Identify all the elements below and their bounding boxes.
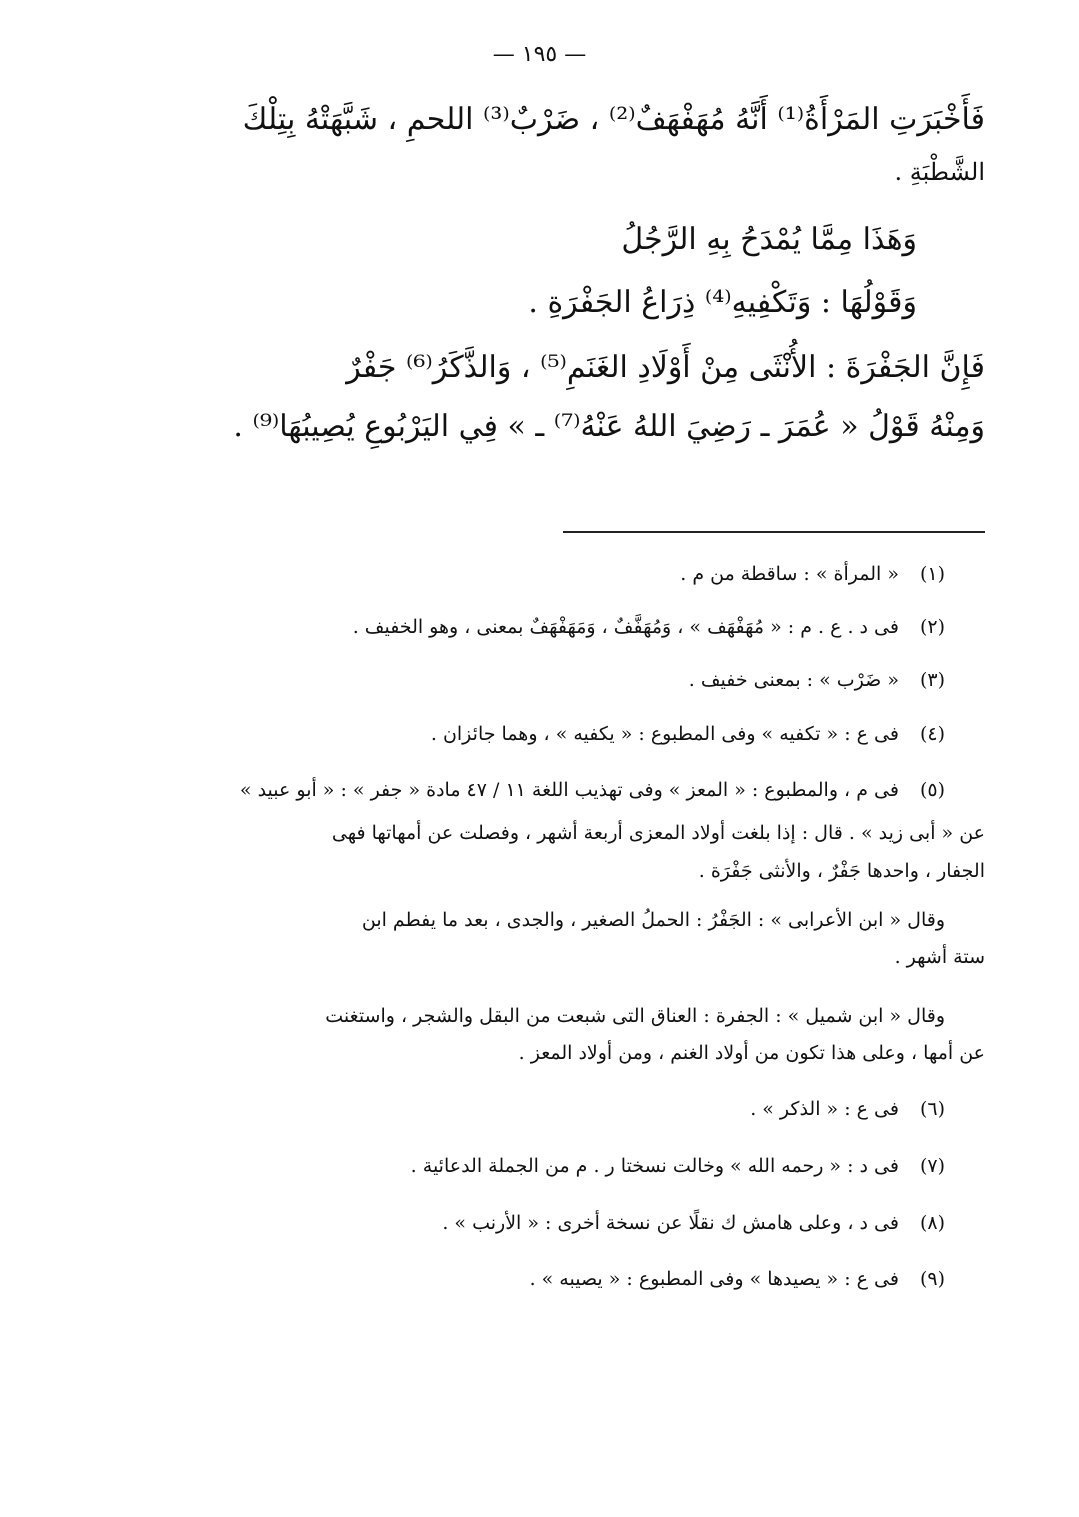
- footnote-5-para-2-line-2: ستة أشهر .: [894, 946, 985, 968]
- footnote-number: (٥): [919, 779, 945, 801]
- footnote-text: « ضَرْب » : بمعنى خفيف .: [688, 669, 899, 691]
- footnote-5-line-3: الجفار ، واحدها جَفْرٌ ، والأنثى جَفْرَة .: [698, 860, 985, 882]
- footnote-text: فى ع : « الذكر » .: [750, 1098, 899, 1120]
- footnote-number: (٦): [919, 1098, 945, 1120]
- main-line-2: الشَّطْبَةِ .: [894, 158, 985, 186]
- footnote-2: [130, 613, 985, 641]
- footnote-5-line-2: عن « أبى زيد » . قال : إذا بلغت أولاد المعزى أربعة أشهر ، وفصلت عن أمهاتها فهى: [331, 822, 985, 844]
- footnote-text: فى ع : « تكفيه » وفى المطبوع : « يكفيه » ، وهما جائزان .: [430, 723, 899, 745]
- footnote-8: [130, 1209, 985, 1237]
- footnote-9: [130, 1265, 985, 1293]
- main-text: [140, 95, 985, 442]
- footnote-6: [130, 1095, 985, 1123]
- footnote-number: (٣): [919, 669, 945, 691]
- footnote-number: (٢): [919, 616, 945, 638]
- footnote-5-para-2-line-1: وقال « ابن الأعرابى » : الجَفْرُ : الحملُ الصغير ، والجدى ، بعد ما يفطم ابن: [361, 909, 945, 931]
- footnote-divider: [563, 531, 985, 533]
- footnote-number: (٩): [919, 1268, 945, 1290]
- main-line-5: فَإِنَّ الجَفْرَةَ : الأُنْثَى مِنْ أَوْلَادِ الغَنَمِ⁽⁵⁾ ، وَالذَّكَرُ⁽⁶⁾ جَفْرٌ: [346, 350, 985, 385]
- footnote-3: [130, 666, 985, 694]
- main-line-3: وَهَذَا مِمَّا يُمْدَحُ بِهِ الرَّجُلُ: [621, 222, 917, 257]
- page-number: — ١٩٥ —: [492, 42, 587, 67]
- footnote-number: (٧): [919, 1155, 945, 1177]
- footnote-5-para-3-line-1: وقال « ابن شميل » : الجفرة : العناق التى شبعت من البقل والشجر ، واستغنت: [325, 1005, 945, 1027]
- footnote-number: (١): [919, 563, 945, 585]
- main-line-1: فَأَخْبَرَتِ المَرْأَةُ⁽¹⁾ أَنَّهُ مُهَفْهَفٌ⁽²⁾ ، ضَرْبٌ⁽³⁾ اللحمِ ، شَبَّهَتْهُ بِتِلْكَ: [242, 102, 985, 137]
- footnote-5: [130, 776, 985, 804]
- footnote-text: فى د ، وعلى هامش ك نقلًا عن نسخة أخرى : « الأرنب » .: [442, 1212, 899, 1234]
- footnote-text: فى د . ع . م : « مُهَفْهَف » ، وَمُهَفَّفٌ ، وَمَهَفْهَفٌ بمعنى ، وهو الخفيف .: [352, 616, 899, 638]
- footnote-7: [130, 1152, 985, 1180]
- footnotes: [130, 560, 985, 1293]
- footnote-text: فى م ، والمطبوع : « المعز » وفى تهذيب اللغة ١١ / ٤٧ مادة « جفر » : « أبو عبيد »: [239, 779, 899, 801]
- footnote-text: « المرأة » : ساقطة من م .: [680, 563, 899, 585]
- footnote-number: (٤): [919, 723, 945, 745]
- footnote-text: فى ع : « يصيدها » وفى المطبوع : « يصيبه » .: [529, 1268, 899, 1290]
- footnote-1: [130, 560, 985, 588]
- main-line-6: وَمِنْهُ قَوْلُ « عُمَرَ ـ رَضِيَ اللهُ عَنْهُ⁽⁷⁾ ـ » فِي اليَرْبُوعِ يُصِيبُهَا⁽⁹⁾ .: [233, 409, 985, 444]
- footnote-text: فى د : « رحمه الله » وخالت نسختا ر . م من الجملة الدعائية .: [410, 1155, 899, 1177]
- main-line-4: وَقَوْلُهَا : وَتَكْفِيهِ⁽⁴⁾ ذِرَاعُ الجَفْرَةِ .: [528, 285, 917, 320]
- footnote-4: [130, 720, 985, 748]
- footnote-5-para-3-line-2: عن أمها ، وعلى هذا تكون من أولاد الغنم ، ومن أولاد المعز .: [518, 1042, 985, 1064]
- footnote-number: (٨): [919, 1212, 945, 1234]
